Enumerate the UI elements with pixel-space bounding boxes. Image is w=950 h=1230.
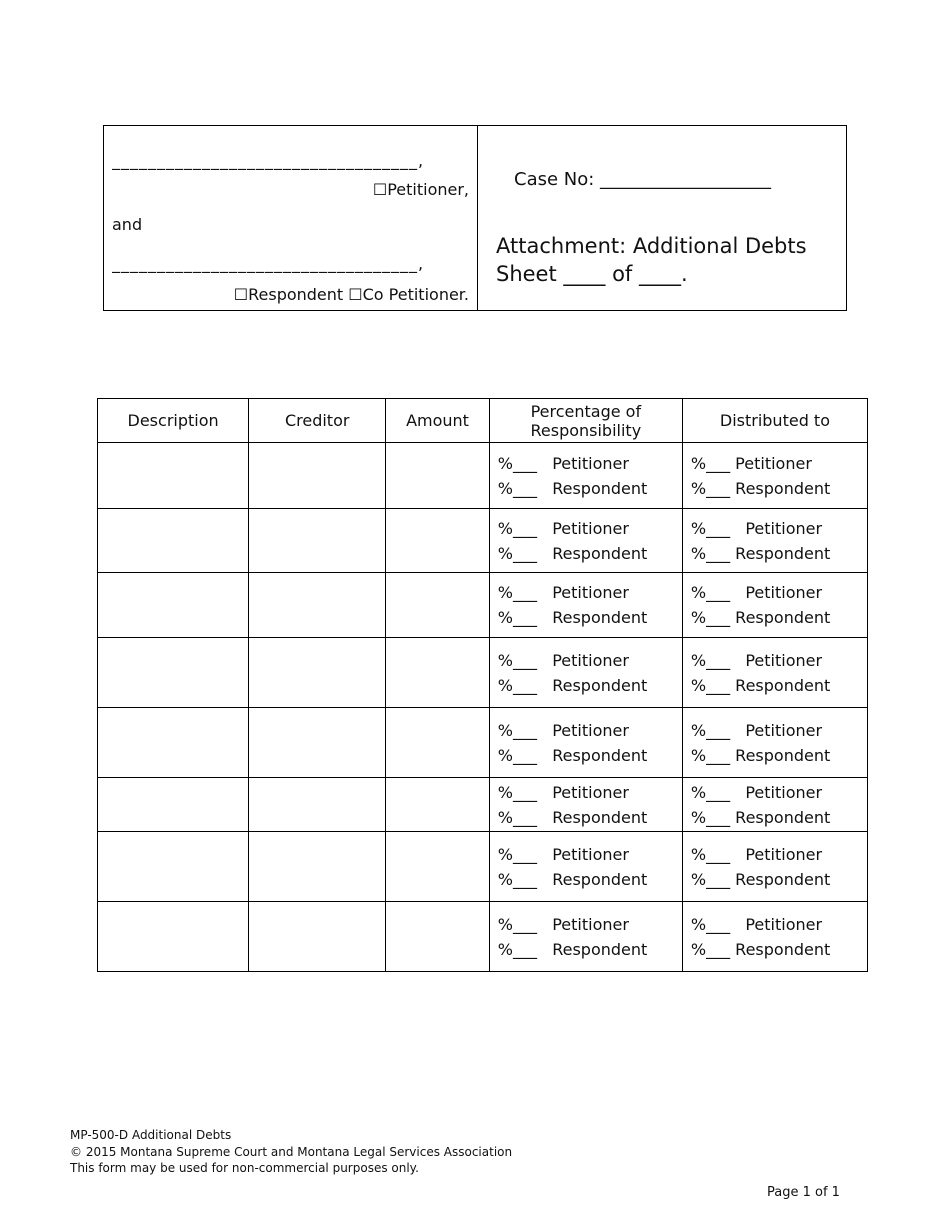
distributed-cell[interactable] (682, 708, 867, 778)
pct-respondent-line: %___ Respondent (497, 939, 648, 959)
parties-section (104, 126, 478, 310)
dist-respondent-line: %___ Respondent (690, 608, 831, 627)
case-number-field[interactable]: Case No: ___________________ (514, 169, 772, 190)
table-row (98, 573, 868, 638)
dist-petitioner-line: %___ Petitioner (690, 518, 823, 538)
creditor-cell[interactable] (249, 708, 386, 778)
pct-petitioner-line: %___ Petitioner (497, 650, 629, 670)
amount-cell[interactable] (386, 509, 490, 573)
amount-cell[interactable] (386, 573, 490, 638)
dist-petitioner-line: %___ Petitioner (690, 914, 823, 934)
creditor-cell[interactable] (249, 638, 386, 708)
table-row (98, 902, 868, 972)
table-row (98, 832, 868, 902)
petitioner-label[interactable]: ☐Petitioner, (372, 180, 469, 199)
creditor-cell[interactable] (249, 509, 386, 573)
pct-respondent-line: %___ Respondent (497, 869, 648, 889)
table-row (98, 778, 868, 832)
sheet-count-line[interactable]: Sheet ____ of ____. (496, 262, 688, 286)
pct-petitioner-line: %___ Petitioner (497, 782, 629, 802)
percentage-cell[interactable] (489, 443, 682, 509)
case-info-section (478, 126, 846, 310)
pct-respondent-line: %___ Respondent (497, 807, 648, 827)
distributed-cell[interactable] (682, 902, 867, 972)
description-cell[interactable] (98, 509, 249, 573)
amount-cell[interactable] (386, 902, 490, 972)
header-amount: Amount (386, 399, 490, 443)
distributed-cell[interactable] (682, 509, 867, 573)
amount-cell[interactable] (386, 708, 490, 778)
header-percentage: Percentage of Responsibility (489, 399, 682, 443)
description-cell[interactable] (98, 638, 249, 708)
percentage-cell[interactable] (489, 778, 682, 832)
percentage-cell[interactable] (489, 708, 682, 778)
dist-respondent-line: %___ Respondent (690, 675, 831, 695)
distributed-cell[interactable] (682, 832, 867, 902)
dist-respondent-line: %___ Respondent (690, 869, 831, 889)
description-cell[interactable] (98, 778, 249, 832)
dist-petitioner-line: %___ Petitioner (690, 720, 823, 740)
dist-petitioner-line: %___ Petitioner (690, 782, 823, 802)
creditor-cell[interactable] (249, 573, 386, 638)
table-row (98, 443, 868, 509)
distributed-cell[interactable] (682, 443, 867, 509)
dist-respondent-line: %___ Respondent (690, 745, 831, 765)
percentage-cell[interactable] (489, 638, 682, 708)
dist-respondent-line: %___ Respondent (690, 807, 831, 827)
pct-respondent-line: %___ Respondent (497, 675, 648, 695)
pct-respondent-line: %___ Respondent (497, 543, 648, 563)
table-row (98, 708, 868, 778)
dist-respondent-line: %___ Respondent (690, 478, 831, 498)
respondent-label[interactable]: ☐Respondent ☐Co Petitioner. (233, 285, 469, 304)
header-description: Description (98, 399, 249, 443)
additional-debts-table (97, 398, 868, 972)
pct-petitioner-line: %___ Petitioner (497, 720, 629, 740)
creditor-cell[interactable] (249, 778, 386, 832)
amount-cell[interactable] (386, 638, 490, 708)
description-cell[interactable] (98, 832, 249, 902)
pct-petitioner-line: %___ Petitioner (497, 914, 629, 934)
header-distributed: Distributed to (682, 399, 867, 443)
distributed-cell[interactable] (682, 573, 867, 638)
pct-petitioner-line: %___ Petitioner (497, 453, 629, 473)
amount-cell[interactable] (386, 443, 490, 509)
amount-cell[interactable] (386, 778, 490, 832)
dist-respondent-line: %___ Respondent (690, 939, 831, 959)
pct-respondent-line: %___ Respondent (497, 608, 648, 627)
copyright-notice: © 2015 Montana Supreme Court and Montana Legal Services Association (70, 1144, 513, 1159)
page-number: Page 1 of 1 (767, 1185, 840, 1200)
percentage-cell[interactable] (489, 573, 682, 638)
dist-petitioner-line: %___ Petitioner (690, 650, 823, 670)
description-cell[interactable] (98, 902, 249, 972)
respondent-name-blank[interactable]: __________________________________, (112, 254, 425, 273)
distributed-cell[interactable] (682, 778, 867, 832)
creditor-cell[interactable] (249, 832, 386, 902)
form-id: MP-500-D Additional Debts (70, 1128, 232, 1142)
form-footer (70, 1127, 512, 1177)
percentage-cell[interactable] (489, 832, 682, 902)
table-row (98, 509, 868, 573)
percentage-cell[interactable] (489, 509, 682, 573)
attachment-title-line: Attachment: Additional Debts (496, 234, 807, 258)
pct-petitioner-line: %___ Petitioner (497, 844, 629, 864)
dist-petitioner-line: %___ Petitioner (690, 583, 823, 602)
distributed-cell[interactable] (682, 638, 867, 708)
description-cell[interactable] (98, 443, 249, 509)
percentage-cell[interactable] (489, 902, 682, 972)
creditor-cell[interactable] (249, 902, 386, 972)
amount-cell[interactable] (386, 832, 490, 902)
petitioner-name-blank[interactable]: __________________________________, (112, 151, 425, 170)
dist-petitioner-line: %___ Petitioner (690, 844, 823, 864)
pct-petitioner-line: %___ Petitioner (497, 518, 629, 538)
description-cell[interactable] (98, 708, 249, 778)
dist-respondent-line: %___ Respondent (690, 543, 831, 563)
usage-notice: This form may be used for non-commercial purposes only. (70, 1161, 419, 1175)
pct-petitioner-line: %___ Petitioner (497, 583, 629, 602)
table-header-row (98, 399, 868, 443)
dist-petitioner-line: %___ Petitioner (690, 453, 812, 473)
case-caption-box (103, 125, 847, 311)
pct-respondent-line: %___ Respondent (497, 745, 648, 765)
table-row (98, 638, 868, 708)
attachment-title (496, 232, 807, 288)
header-creditor: Creditor (249, 399, 386, 443)
pct-respondent-line: %___ Respondent (497, 478, 648, 498)
and-label: and (112, 215, 143, 234)
description-cell[interactable] (98, 573, 249, 638)
creditor-cell[interactable] (249, 443, 386, 509)
